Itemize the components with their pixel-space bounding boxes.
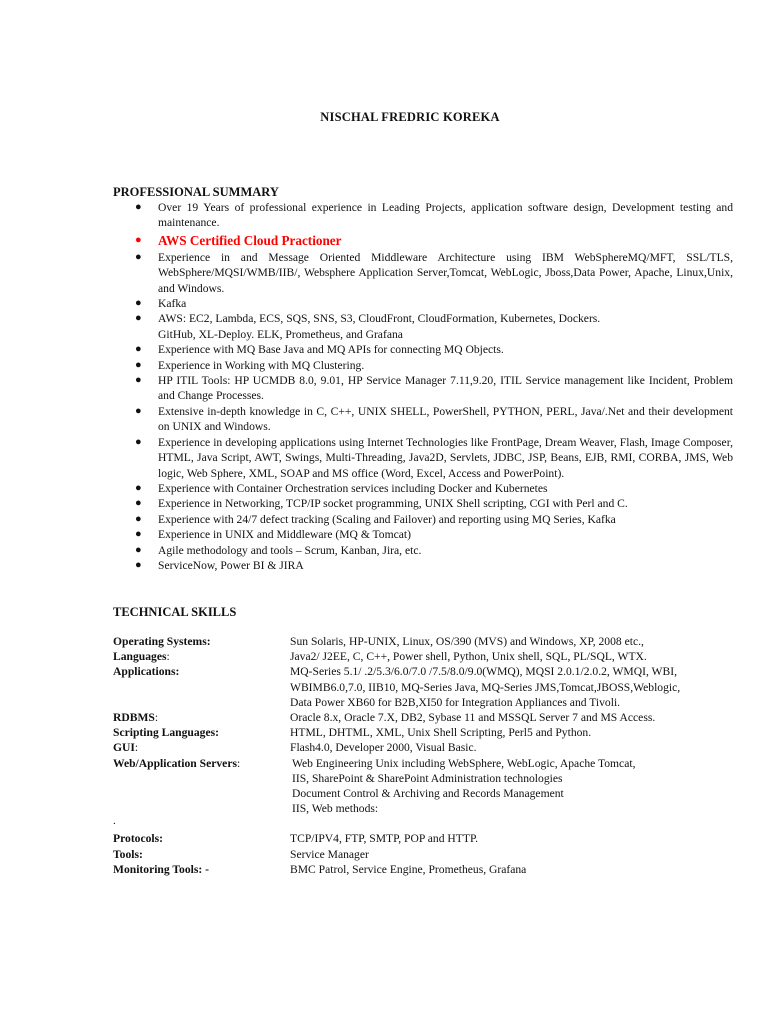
skill-label: Monitoring Tools: -	[113, 862, 209, 876]
skill-row-languages	[113, 649, 743, 664]
summary-list	[113, 200, 733, 573]
skill-value: WBIMB6.0,7.0, IIB10, MQ-Series Java, MQ-Series JMS,Tomcat,JBOSS,Weblogic,	[290, 680, 681, 694]
summary-item: ● Experience in and Message Oriented Middleware Architecture using IBM WebSphereMQ/MFT, SSL/TLS, WebSphere/MQSI/WMB/IIB/, Websphere Application Server,Tomcat, WebLogic, Jboss,Data Power, Apache, Linux,Unix, and Windows.	[135, 250, 733, 295]
skill-row-web-servers	[113, 756, 743, 817]
bullet-icon: ●	[135, 250, 142, 263]
summary-item: ● Experience with MQ Base Java and MQ APIs for connecting MQ Objects.	[135, 343, 504, 357]
skill-value: MQ-Series 5.1/ .2/5.3/6.0/7.0 /7.5/8.0/9.0(WMQ), MQSI 2.0.1/2.0.2, WMQI, WBI,	[290, 665, 677, 679]
bullet-icon: ●	[135, 528, 142, 541]
skill-value: Document Control & Archiving and Records Management	[292, 787, 564, 801]
bullet-icon: ●	[135, 358, 142, 371]
bullet-icon: ●	[135, 201, 142, 213]
skill-label: Scripting Languages:	[113, 726, 219, 740]
bullet-icon: ●	[135, 374, 142, 387]
skill-value: Flash4.0, Developer 2000, Visual Basic.	[290, 741, 477, 755]
skill-label: Tools:	[113, 847, 143, 861]
bullet-icon: ●	[135, 404, 142, 417]
summary-item-highlight: ● AWS Certified Cloud Practioner	[135, 232, 342, 248]
summary-item: ● Experience in Working with MQ Clustering.	[135, 358, 365, 372]
summary-item: ● Experience in Networking, TCP/IP socket programming, UNIX Shell scripting, CGI with Perl and C.	[135, 497, 628, 511]
skill-row-operating-systems	[113, 634, 743, 649]
skill-row-rdbms	[113, 710, 743, 725]
summary-item: ● Agile methodology and tools – Scrum, Kanban, Jira, etc.	[135, 543, 422, 557]
skill-label: Protocols:	[113, 832, 164, 846]
stray-dot: .	[113, 815, 116, 828]
bullet-icon: ●	[135, 297, 142, 310]
skill-value: Sun Solaris, HP-UNIX, Linux, OS/390 (MVS) and Windows, XP, 2008 etc.,	[290, 635, 644, 648]
skill-value: Oracle 8.x, Oracle 7.X, DB2, Sybase 11 and MSSQL Server 7 and MS Access.	[290, 711, 656, 725]
summary-item: ● Experience in developing applications using Internet Technologies like FrontPage, Dream Weaver, Flash, Image Composer, HTML, Java Script, AWT, Swings, Multi-Threading, Java2D, Servlets, JDBC, JSP, Beans, EJB, RMI, CORBA, JMS, Web logic, Web Sphere, XML, SOAP and MS office (Word, Excel, Access and PowerPoint).	[135, 435, 733, 480]
summary-item: ● Over 19 Years of professional experience in Leading Projects, application software design, Development testing and maintenance.	[135, 201, 733, 230]
summary-item: ● Extensive in-depth knowledge in C, C++, UNIX SHELL, PowerShell, PYTHON, PERL, Java/.Net and their development on UNIX and Windows.	[135, 404, 733, 434]
bullet-icon: ●	[135, 481, 142, 494]
bullet-icon: ●	[135, 343, 142, 356]
summary-item: ● Experience with Container Orchestration services including Docker and Kubernetes	[135, 481, 548, 495]
skill-label: Languages:	[113, 650, 170, 664]
skill-value: IIS, SharePoint & SharePoint Administration technologies	[292, 771, 563, 785]
skill-label: Web/Application Servers:	[113, 756, 241, 770]
summary-item: ● ServiceNow, Power BI & JIRA	[135, 558, 304, 572]
skill-value: Data Power XB60 for B2B,XI50 for Integration Appliances and Tivoli.	[290, 695, 621, 709]
skill-label: RDBMS:	[113, 711, 159, 725]
skill-value: BMC Patrol, Service Engine, Prometheus, Grafana	[290, 862, 527, 876]
candidate-name: NISCHAL FREDRIC KOREKA	[320, 110, 500, 124]
skill-row-protocols	[113, 831, 743, 846]
professional-summary-heading: PROFESSIONAL SUMMARY	[113, 185, 279, 199]
bullet-icon: ●	[135, 543, 142, 556]
skill-row-monitoring	[113, 862, 743, 877]
summary-item: ● Experience in UNIX and Middleware (MQ & Tomcat)	[135, 528, 411, 542]
skill-value: Java2/ J2EE, C, C++, Power shell, Python, Unix shell, SQL, PL/SQL, WTX.	[290, 650, 647, 664]
skill-row-scripting	[113, 725, 743, 740]
skill-label: Operating Systems:	[113, 635, 211, 648]
skill-value: Service Manager	[290, 847, 369, 861]
bullet-icon: ●	[135, 435, 142, 448]
summary-item: ● AWS: EC2, Lambda, ECS, SQS, SNS, S3, CloudFront, CloudFormation, Kubernetes, Dockers. GitHub, XL-Deploy. ELK, Prometheus, and Grafana	[135, 312, 601, 341]
skill-row-gui	[113, 740, 743, 755]
skill-value: Web Engineering Unix including WebSphere, WebLogic, Apache Tomcat,	[292, 756, 636, 770]
summary-item: ● HP ITIL Tools: HP UCMDB 8.0, 9.01, HP Service Manager 7.11,9.20, ITIL Service management like Incident, Problem and Change Processes.	[135, 374, 733, 403]
bullet-icon: ●	[135, 558, 142, 571]
skill-label: GUI:	[113, 741, 139, 755]
technical-skills-heading: TECHNICAL SKILLS	[113, 605, 237, 619]
skill-value: HTML, DHTML, XML, Unix Shell Scripting, Perl5 and Python.	[290, 726, 592, 740]
skill-value: IIS, Web methods:	[292, 802, 379, 816]
skill-row-applications	[113, 664, 743, 710]
skill-value: TCP/IPV4, FTP, SMTP, POP and HTTP.	[290, 832, 479, 846]
skill-label: Applications:	[113, 665, 180, 679]
bullet-icon: ●	[135, 512, 142, 525]
skills-table	[113, 634, 743, 877]
bullet-icon: ●	[135, 497, 142, 510]
skill-row-tools	[113, 847, 743, 862]
summary-item: ● Experience with 24/7 defect tracking (Scaling and Failover) and reporting using MQ Series, Kafka	[135, 512, 616, 526]
bullet-icon: ●	[135, 233, 142, 246]
summary-item: ● Kafka	[135, 297, 187, 311]
bullet-icon: ●	[135, 312, 142, 325]
